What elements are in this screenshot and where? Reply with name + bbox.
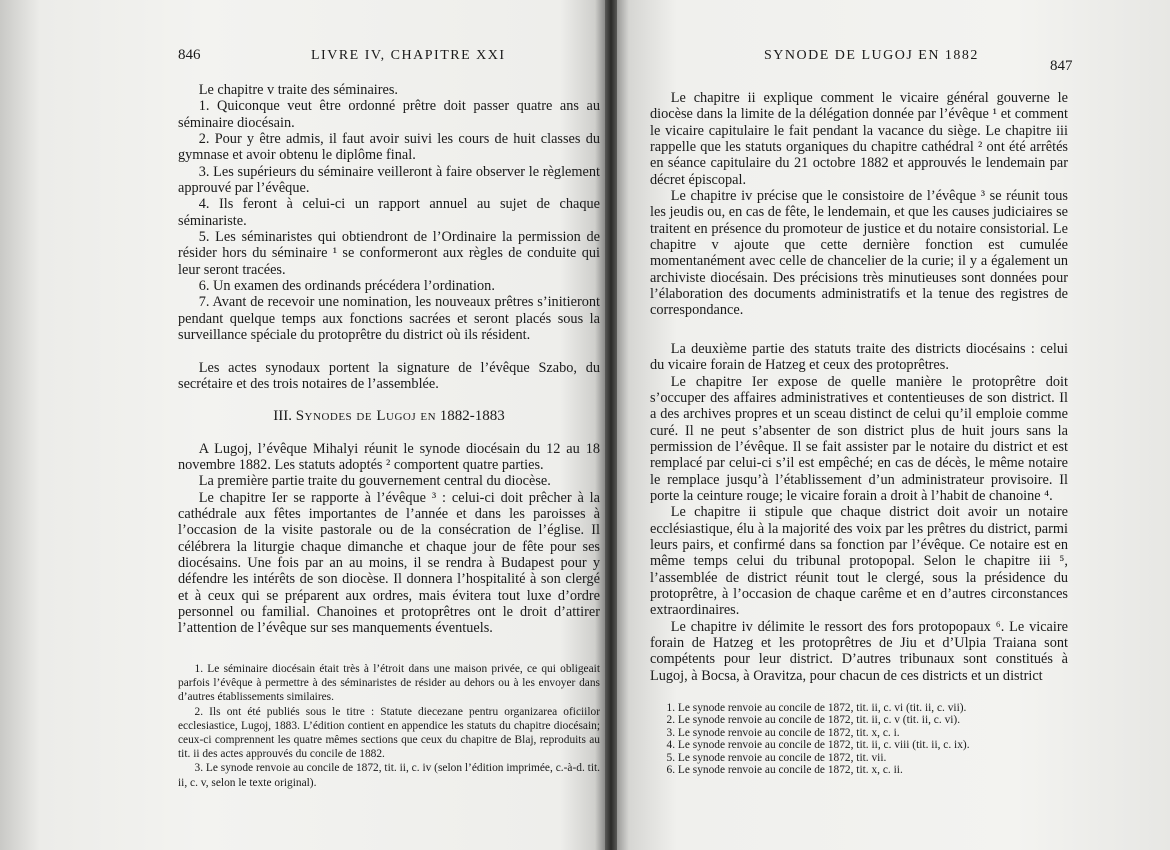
left-page-number: 846 — [178, 47, 201, 63]
paragraph: Le chapitre ii stipule que chaque district doit avoir un notaire ecclésiastique, élu à la majorité des voix par les prêtres du district, parmi leurs pairs, et confirmé dans sa fonction par l’évêque. Ce notaire est en même temps celui du tribunal protopopal. Selon le chapitre iii ⁵, l’assemblée de district réunit tout le clergé, sous la présidence du protoprêtre, à l’occasion de chaque carême et en d’autres circonstances extraordinaires. — [650, 504, 1068, 619]
section-heading — [178, 408, 600, 424]
paragraph: La première partie traite du gouvernement central du diocèse. — [198, 473, 551, 490]
footnote: 3. Le synode renvoie au concile de 1872, tit. ii, c. iv (selon l’édition imprimée, c.-à-d. tit. ii, c. v, selon le texte original). — [178, 762, 600, 789]
paragraph: Le chapitre iv précise que le consistoire de l’évêque ³ se réunit tous les jeudis ou, en cas de fête, le lendemain, et que les causes judiciaires se traitent en présence du promoteur de justice et du notaire consistorial. Le chapitre v ajoute que cette dernière fonction est cumulée momentanément avec celle de chancelier de la curie; il y a également un archiviste diocésain. Des précisions très minutieuses sont données pour l’élaboration des documents administratifs et la tenue des registres de correspondance. — [650, 188, 1068, 319]
footnote: 1. Le séminaire diocésain était très à l’étroit dans une maison privée, ce qui obligeait parfois l’évêque à permettre à des séminaristes de résider au dehors ou à les envoyer dans d’autres établissements similaires. — [178, 663, 600, 704]
paragraph: 3. Les supérieurs du séminaire veilleront à faire observer le règlement approuvé par l’évêque. — [178, 163, 600, 197]
section-numeral: III. — [273, 408, 292, 425]
paragraph: A Lugoj, l’évêque Mihalyi réunit le synode diocésain du 12 au 18 novembre 1882. Les statuts adoptés ² comportent quatre parties. — [178, 440, 600, 473]
footnote: 6. Le synode renvoie au concile de 1872, tit. x, c. ii. — [666, 764, 903, 777]
paragraph: La deuxième partie des statuts traite des districts diocésains : celui du vicaire forain de Hatzeg et ceux des protoprêtres. — [650, 340, 1068, 374]
right-page — [617, 0, 1170, 850]
paragraph: Le chapitre Ier expose de quelle manière le protoprêtre doit s’occuper des affaires administratives et contentieuses de son district. Il a des archives propres et un sceau distinct de celui qu’il emploie comme curé. Il ne peut s’absenter de son district plus de huit jours sans la permission de l’évêque. Il se fait assister par le notaire du district et est remplacé par celui-ci s’il est empêché; en cas de décès, le même notaire le remplace jusqu’à l’établissement d’un administrateur provisoire. Il porte la ceinture rouge; le vicaire forain a droit à l’habit de chanoine ⁴. — [650, 373, 1068, 504]
paragraph: 6. Un examen des ordinands précédera l’ordination. — [198, 278, 495, 295]
right-main-text — [650, 90, 1068, 684]
left-main-text — [178, 82, 600, 637]
footnote: 1. Le synode renvoie au concile de 1872, tit. ii, c. vi (tit. ii, c. vii). — [666, 702, 967, 714]
footnote: 4. Le synode renvoie au concile de 1872, tit. ii, c. viii (tit. ii, c. ix). — [666, 739, 970, 752]
book-gutter — [605, 0, 617, 850]
section-title: Synodes de Lugoj en — [295, 408, 437, 425]
paragraph: 4. Ils feront à celui-ci un rapport annuel au sujet de chaque séminariste. — [178, 196, 600, 229]
paragraph: Le chapitre Ier se rapporte à l’évêque ³ : celui-ci doit prêcher à la cathédrale aux fêtes importantes de l’année et dans les paroisses à l’occasion de la visite pastorale ou de la consécration de l’église. Il célébrera la liturgie chaque dimanche et chaque jour de fête pour ses diocésains. Une fois par an au moins, il se rendra à Budapest pour y défendre les intérêts de son diocèse. Il donnera l’hospitalité à son clergé et à ceux qui se préparent aux ordres, mais évitera tout luxe d’ordre personnel ou familial. Chanoines et protoprêtres ont le droit d’attirer l’attention de l’évêque sur ses manquements éventuels. — [178, 489, 600, 637]
right-page-number: 847 — [1050, 58, 1073, 74]
paragraph: 2. Pour y être admis, il faut avoir suivi les cours de huit classes du gymnase et avoir obtenu le diplôme final. — [178, 131, 600, 164]
paragraph: Le chapitre ii explique comment le vicaire général gouverne le diocèse dans la limite de la délégation donnée par l’évêque ¹ et comment le vicaire capitulaire le fait pendant la vacance du siège. Le chapitre iii rappelle que les statuts organiques du chapitre cathédral ² ont été arrêtés en séance capitulaire du 21 octobre 1882 et approuvés le lendemain par décret épiscopal. — [650, 90, 1068, 188]
paragraph: Le chapitre iv délimite le ressort des fors protopopaux ⁶. Le vicaire forain de Hatzeg et les protoprêtres de Jiu et d’Ulpia Traiana sont compétents pour leur district. D’autres tribunaux sont constitués à Lugoj, à Bocsa, à Oravitza, pour chacun de ces districts et un district — [650, 618, 1068, 684]
paragraph: Les actes synodaux portent la signature de l’évêque Szabo, du secrétaire et des trois notaires de l’assemblée. — [178, 359, 600, 392]
paragraph: 7. Avant de recevoir une nomination, les nouveaux prêtres s’initieront pendant quelque temps aux fonctions sacrées et seront placés sous la surveillance spéciale du protoprêtre du district où ils résident. — [178, 294, 600, 344]
left-footnotes — [178, 662, 600, 790]
footnote: 5. Le synode renvoie au concile de 1872, tit. vii. — [666, 751, 887, 764]
footnote: 3. Le synode renvoie au concile de 1872, tit. x, c. i. — [666, 726, 900, 739]
left-running-head: LIVRE IV, CHAPITRE XXI — [311, 48, 506, 63]
paragraph: Le chapitre v traite des séminaires. — [198, 82, 399, 98]
paragraph: 5. Les séminaristes qui obtiendront de l’Ordinaire la permission de résider hors du séminaire ¹ se conformeront aux règles de conduite qui leur seront tracées. — [178, 229, 600, 278]
right-footnotes — [650, 702, 1068, 776]
footnote: 2. Le synode renvoie au concile de 1872, tit. ii, c. v (tit. ii, c. vi). — [666, 714, 961, 727]
footnote: 2. Ils ont été publiés sous le titre : Statute diecezane pentru organizarea oficiilor ecclesiastice, Lugoj, 1883. L’édition contient en appendice les statuts du chapitre diocésain; ceux-ci comprennent les quatre mêmes sections que ceux du chapitre de Blaj, reproduits au tit. ii des actes approuvés du concile de 1882. — [178, 705, 600, 761]
paragraph: 1. Quiconque veut être ordonné prêtre doit passer quatre ans au séminaire diocésain. — [178, 98, 600, 131]
right-running-head: SYNODE DE LUGOJ EN 1882 — [764, 48, 979, 63]
section-years: 1882-1883 — [439, 408, 505, 425]
